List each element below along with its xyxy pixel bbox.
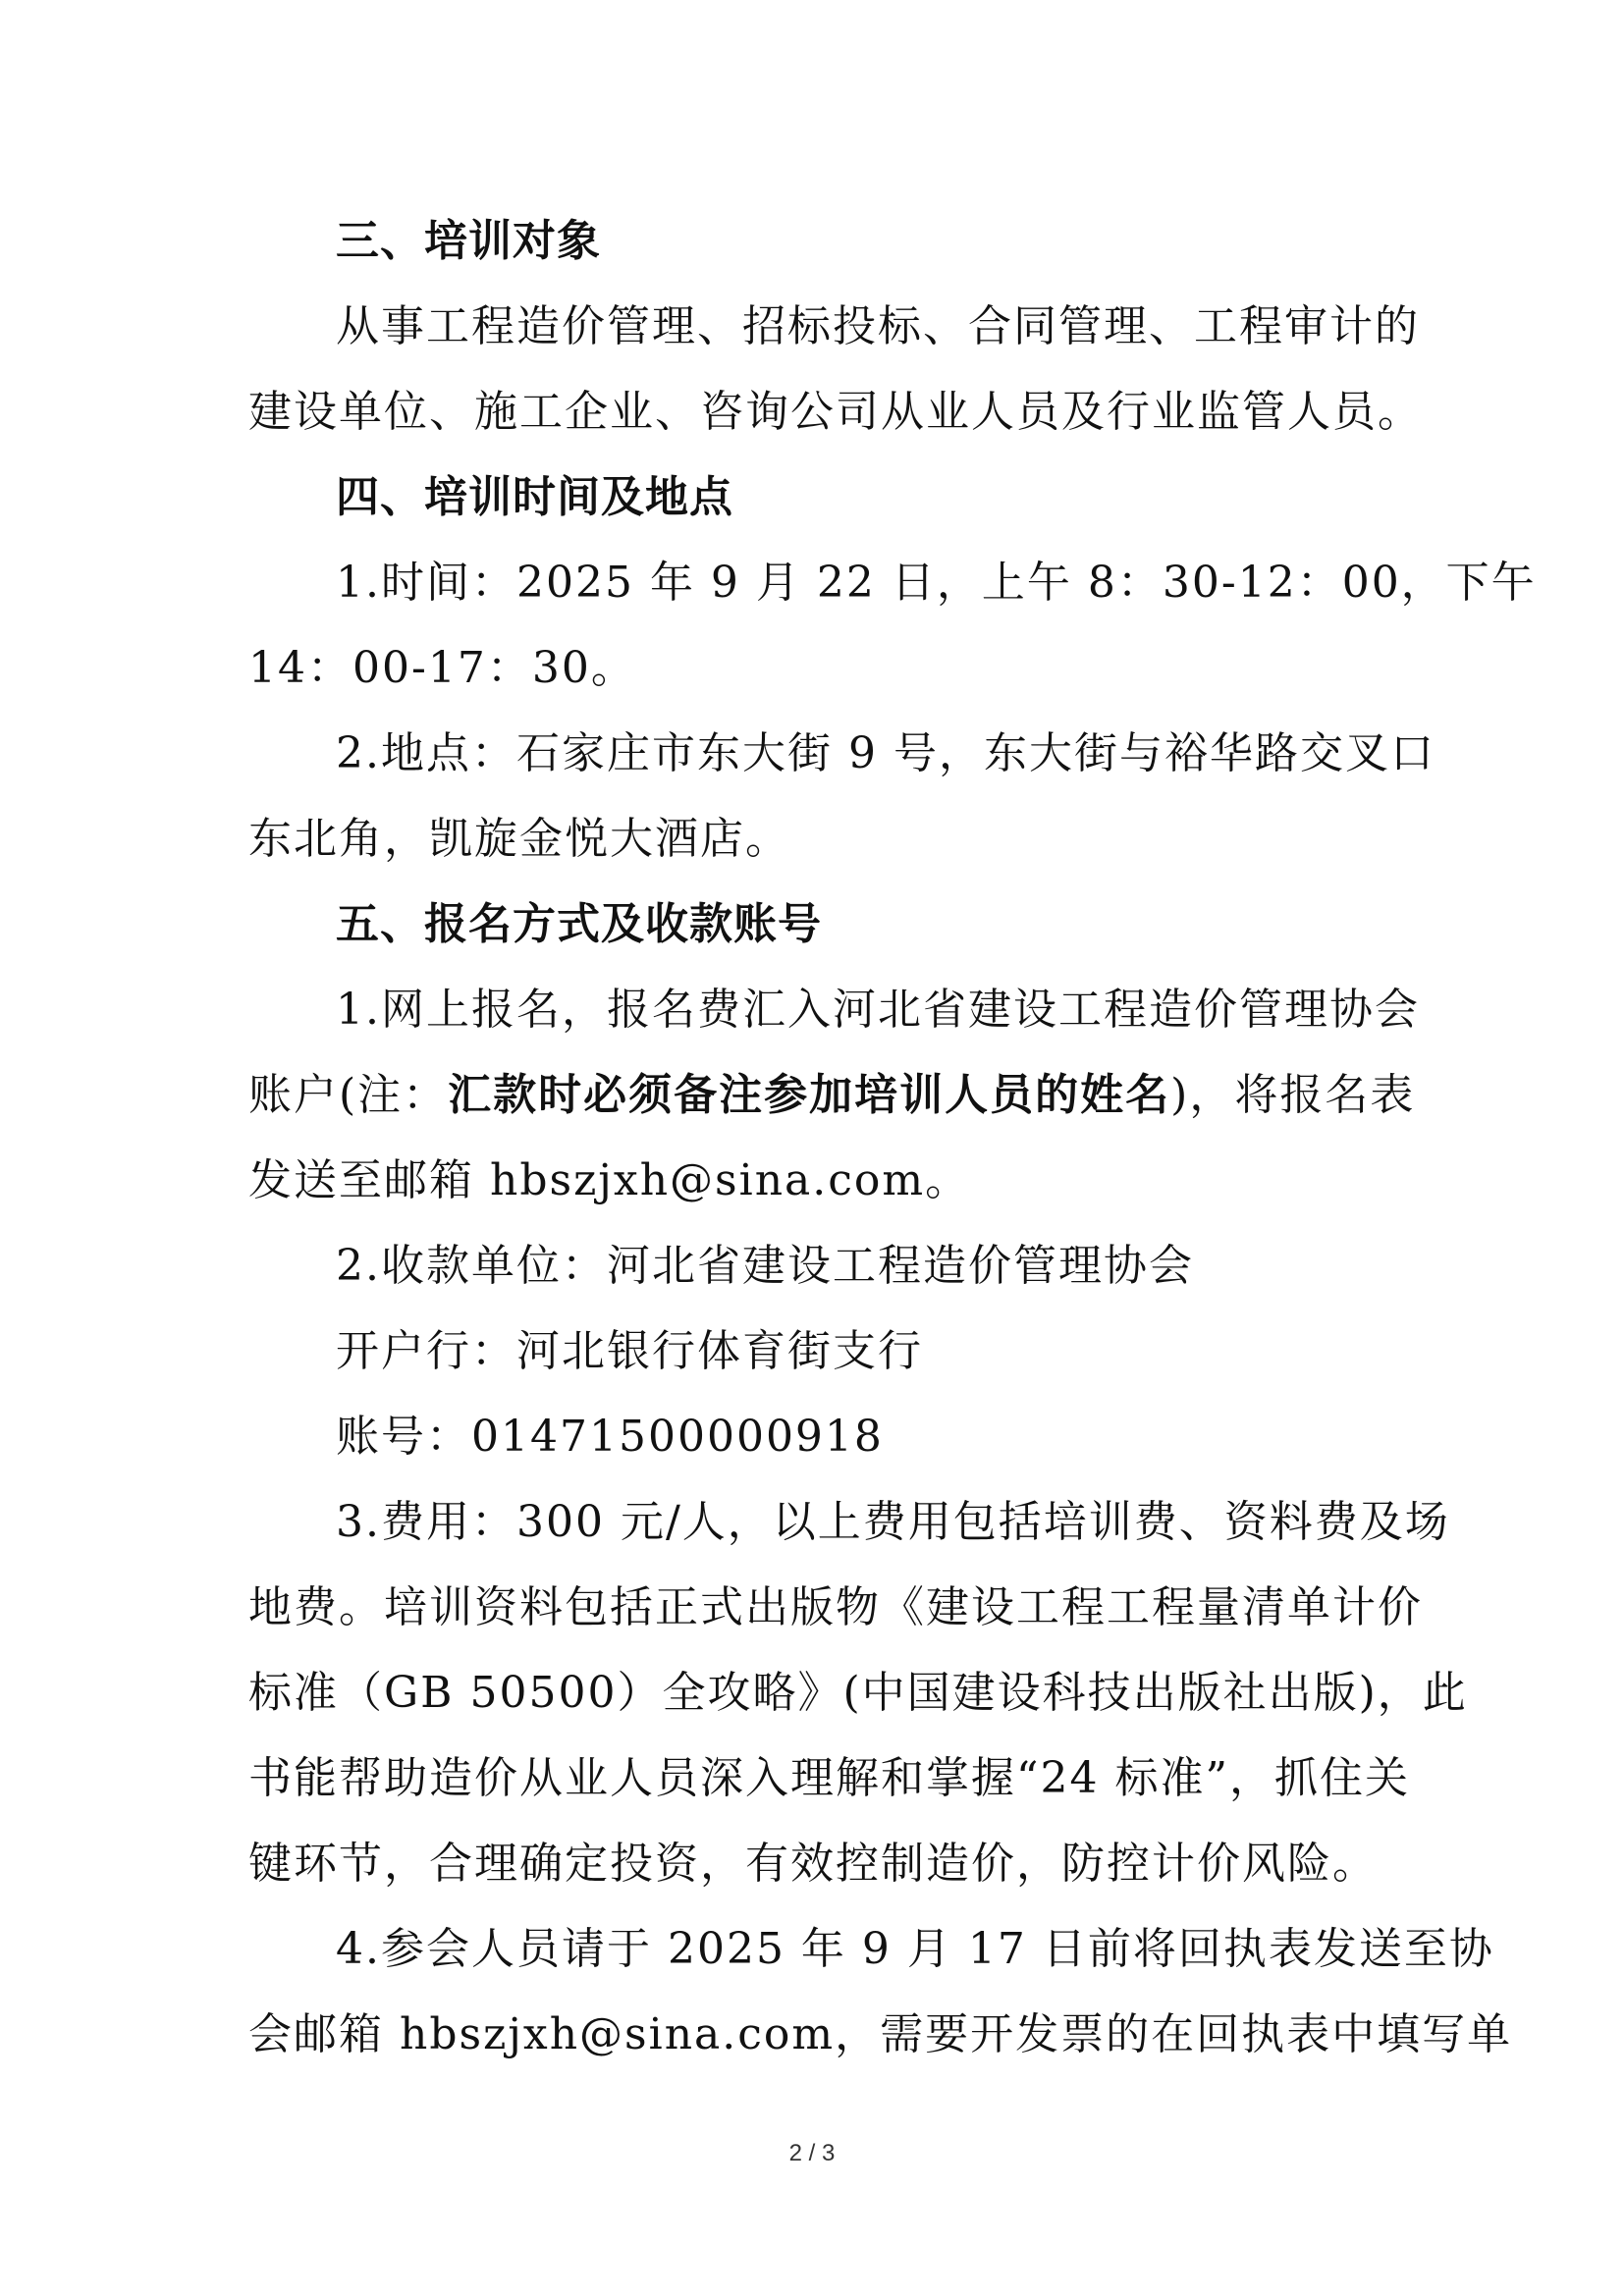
deadline-line: 会邮箱 hbszjxh@sina.com，需要开发票的在回执表中填写单 — [248, 2009, 1513, 2059]
note-bold-text: 汇款时必须备注参加培训人员的姓名 — [448, 1070, 1171, 1120]
fee-line: 键环节，合理确定投资，有效控制造价，防控计价风险。 — [248, 1839, 1378, 1889]
payee-line: 2.收款单位：河北省建设工程造价管理协会 — [336, 1241, 1194, 1291]
fee-line: 地费。培训资料包括正式出版物《建设工程工程量清单计价 — [248, 1582, 1423, 1632]
bank-line: 开户行：河北银行体育街支行 — [336, 1326, 923, 1376]
page-number: 2 / 3 — [788, 2140, 836, 2166]
paragraph-line-time: 14：00-17：30。 — [248, 643, 636, 693]
note-prefix: 账户(注： — [248, 1070, 449, 1120]
paragraph-line-location: 2.地点：石家庄市东大街 9 号，东大街与裕华路交叉口 — [336, 728, 1435, 778]
fee-line: 书能帮助造价从业人员深入理解和掌握“24 标准”，抓住关 — [248, 1753, 1410, 1803]
paragraph-line-email: 发送至邮箱 hbszjxh@sina.com。 — [248, 1155, 971, 1205]
section-heading-time-location: 四、培训时间及地点 — [336, 472, 733, 522]
paragraph-line-registration: 1.网上报名，报名费汇入河北省建设工程造价管理协会 — [336, 985, 1420, 1035]
paragraph-line: 从事工程造价管理、招标投标、合同管理、工程审计的 — [336, 301, 1420, 351]
fee-line: 标准（GB 50500）全攻略》(中国建设科技出版社出版)，此 — [248, 1668, 1468, 1718]
fee-line: 3.费用：300 元/人，以上费用包括培训费、资料费及场 — [336, 1497, 1450, 1547]
paragraph-line: 建设单位、施工企业、咨询公司从业人员及行业监管人员。 — [248, 387, 1423, 437]
section-heading-training-target: 三、培训对象 — [336, 216, 601, 266]
note-suffix: )，将报名表 — [1170, 1070, 1416, 1120]
paragraph-line-time: 1.时间：2025 年 9 月 22 日，上午 8：30-12：00，下午 — [336, 558, 1537, 608]
paragraph-line-registration-note — [248, 1066, 1415, 1125]
deadline-line: 4.参会人员请于 2025 年 9 月 17 日前将回执表发送至协 — [336, 1924, 1494, 1974]
account-line: 账号：01471500000918 — [336, 1412, 884, 1462]
section-heading-registration: 五、报名方式及收款账号 — [336, 899, 822, 949]
paragraph-line-location: 东北角，凯旋金悦大酒店。 — [248, 814, 790, 864]
